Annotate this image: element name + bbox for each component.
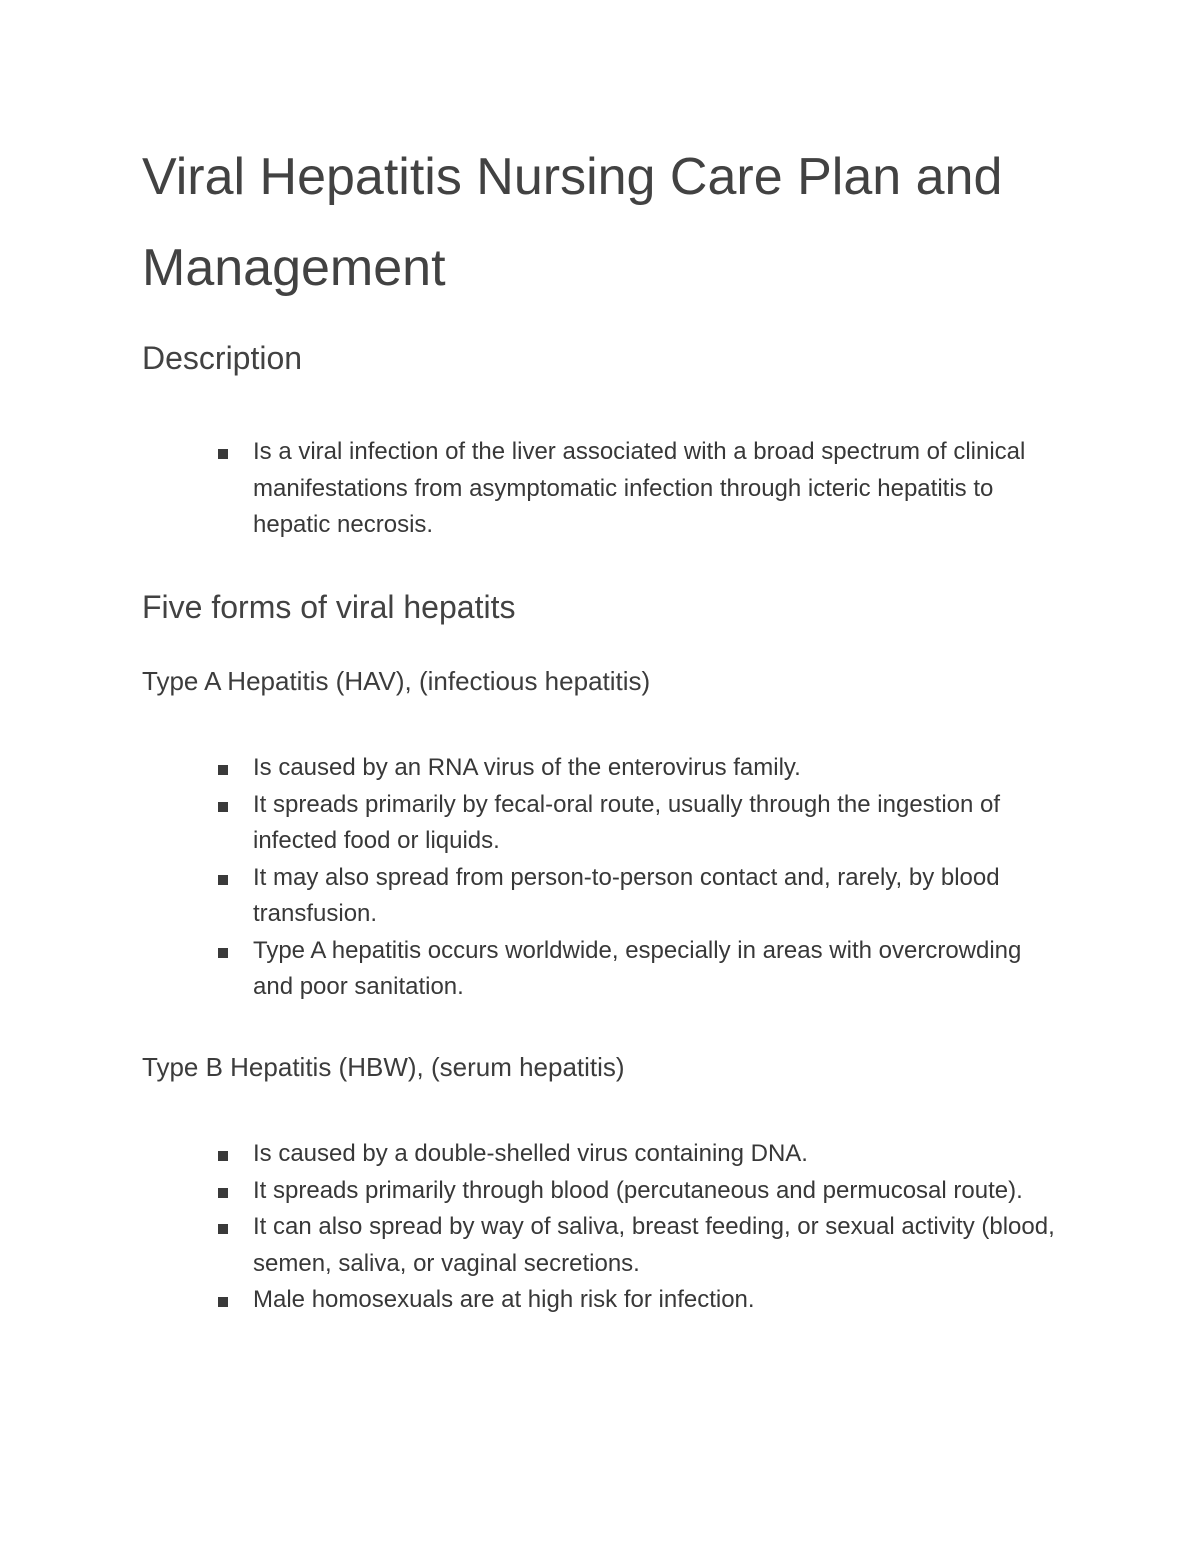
type-a-heading: Type A Hepatitis (HAV), (infectious hepatitis) — [142, 666, 651, 696]
description-list — [214, 434, 1064, 544]
description-heading: Description — [142, 340, 303, 376]
list-item — [214, 933, 1064, 1006]
square-bullet-icon — [218, 948, 228, 958]
list-item-text: It can also spread by way of saliva, breast feeding, or sexual activity (blood, semen, saliva, or vaginal secretions. — [253, 1213, 1055, 1277]
type-b-list — [214, 1136, 1064, 1319]
type-b-heading: Type B Hepatitis (HBW), (serum hepatitis) — [142, 1052, 625, 1082]
list-item — [214, 434, 1064, 544]
list-item-text: It spreads primarily by fecal-oral route, usually through the ingestion of infected food or liquids. — [253, 790, 1001, 854]
list-item — [214, 1282, 1064, 1319]
list-item-text: Is caused by an RNA virus of the enterovirus family. — [253, 754, 801, 781]
list-item-text: Is a viral infection of the liver associated with a broad spectrum of clinical manifestations from asymptomatic infection through icteric hepatitis to hepatic necrosis. — [253, 438, 1026, 538]
square-bullet-icon — [218, 802, 228, 812]
list-item-text: Male homosexuals are at high risk for infection. — [253, 1286, 755, 1313]
square-bullet-icon — [218, 875, 228, 885]
square-bullet-icon — [218, 1297, 228, 1307]
forms-heading: Five forms of viral hepatits — [142, 589, 516, 625]
list-item — [214, 860, 1064, 933]
list-item — [214, 1136, 1064, 1173]
document-title: Viral Hepatitis Nursing Care Plan and Management — [142, 148, 1003, 297]
square-bullet-icon — [218, 449, 228, 459]
list-item-text: Type A hepatitis occurs worldwide, especially in areas with overcrowding and poor sanitation. — [253, 936, 1022, 1000]
type-a-list — [214, 750, 1064, 1006]
list-item-text: It may also spread from person-to-person contact and, rarely, by blood transfusion. — [253, 863, 1000, 927]
list-item — [214, 1173, 1064, 1210]
list-item — [214, 1209, 1064, 1282]
list-item — [214, 750, 1064, 787]
list-item — [214, 787, 1064, 860]
list-item-text: It spreads primarily through blood (percutaneous and permucosal route). — [253, 1176, 1023, 1204]
list-item-text: Is caused by a double-shelled virus containing DNA. — [253, 1140, 808, 1167]
square-bullet-icon — [218, 765, 228, 775]
square-bullet-icon — [218, 1224, 228, 1234]
square-bullet-icon — [218, 1188, 228, 1198]
square-bullet-icon — [218, 1151, 228, 1161]
